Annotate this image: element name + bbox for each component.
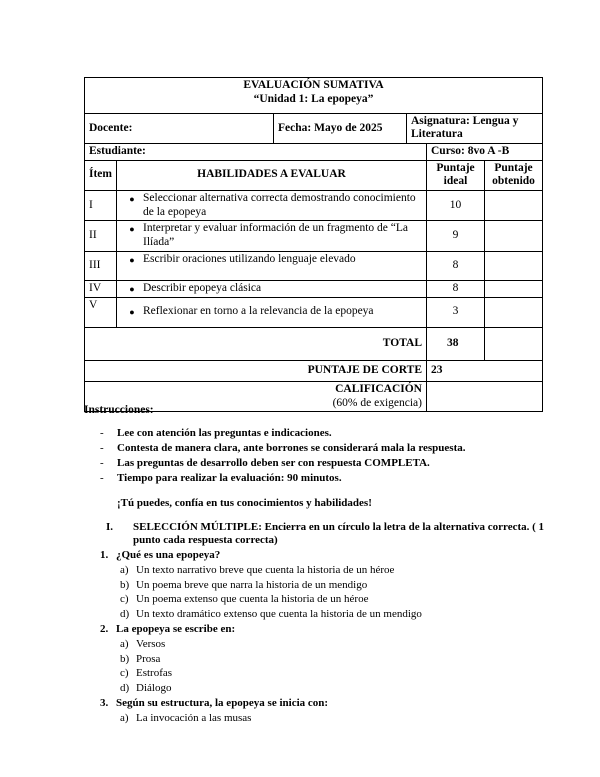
section-number: I.: [106, 520, 114, 533]
calificacion-label: CALIFICACIÓN: [335, 382, 422, 395]
question: 2. La epopeya se escribe en:: [100, 623, 236, 636]
estudiante-label: Estudiante:: [85, 144, 427, 161]
row-item: III: [85, 251, 117, 280]
row-ideal: 3: [427, 297, 485, 327]
option[interactable]: b) Un poema breve que narra la historia de un mendigo: [120, 578, 368, 591]
title-cell: [85, 78, 543, 114]
list-item: - Las preguntas de desarrollo deben ser con respuesta COMPLETA.: [100, 456, 430, 469]
evaluation-title: EVALUACIÓN SUMATIVA: [243, 79, 384, 91]
table-row: [85, 297, 543, 327]
question: 3. Según su estructura, la epopeya se inicia con:: [100, 697, 329, 710]
option[interactable]: c) Un poema extenso que cuenta la historia de un héroe: [120, 593, 369, 606]
row-obtained[interactable]: [485, 280, 543, 297]
motivation-text: ¡Tú puedes, confía en tus conocimientos y habilidades!: [117, 496, 372, 509]
option[interactable]: d) Un texto dramático extenso que cuenta la historia de un mendigo: [120, 607, 422, 620]
bullet-icon: ●: [129, 283, 135, 294]
option[interactable]: a) Versos: [120, 638, 166, 651]
table-row: [85, 190, 543, 221]
instructions-title: Instrucciones:: [84, 404, 154, 416]
row-ideal: 9: [427, 221, 485, 252]
row-obtained[interactable]: [485, 297, 543, 327]
curso-label: Curso: 8vo A -B: [427, 144, 543, 161]
row-item: IV: [85, 280, 117, 297]
option[interactable]: a) La invocación a las musas: [120, 712, 252, 725]
list-item: - Contesta de manera clara, ante borrones se considerará mala la respuesta.: [100, 441, 466, 454]
section-heading: [84, 521, 554, 547]
question: 1. ¿Qué es una epopeya?: [100, 549, 221, 562]
row-skill: Describir epopeya clásica: [143, 281, 262, 294]
row-ideal: 8: [427, 251, 485, 280]
col-obtained-header: Puntaje obtenido: [485, 160, 543, 190]
corte-value: 23: [427, 360, 543, 381]
bullet-icon: ●: [129, 224, 135, 235]
option[interactable]: c) Estrofas: [120, 667, 173, 680]
row-item: II: [85, 221, 117, 252]
total-obtained[interactable]: [485, 327, 543, 360]
col-ideal-header: Puntaje ideal: [427, 160, 485, 190]
row-skill: Escribir oraciones utilizando lenguaje elevado: [143, 252, 356, 265]
row-ideal: 10: [427, 190, 485, 221]
list-item: - Tiempo para realizar la evaluación: 90 minutos.: [100, 471, 342, 484]
bullet-icon: ●: [129, 307, 135, 318]
calificacion-note: (60% de exigencia): [332, 396, 422, 409]
total-label: TOTAL: [85, 327, 427, 360]
col-item-header: Ítem: [85, 160, 117, 190]
col-skills-header: HABILIDADES A EVALUAR: [117, 160, 427, 190]
row-obtained[interactable]: [485, 190, 543, 221]
corte-label: PUNTAJE DE CORTE: [85, 360, 427, 381]
row-obtained[interactable]: [485, 251, 543, 280]
asignatura-label: Asignatura: Lengua y Literatura: [407, 114, 543, 144]
instructions-block: [84, 404, 554, 727]
option[interactable]: b) Prosa: [120, 652, 161, 665]
option[interactable]: a) Un texto narrativo breve que cuenta la historia de un héroe: [120, 564, 395, 577]
table-row: [85, 221, 543, 252]
bullet-icon: ●: [129, 254, 135, 265]
list-item: - Lee con atención las preguntas e indicaciones.: [100, 426, 332, 439]
row-ideal: 8: [427, 280, 485, 297]
option[interactable]: d) Diálogo: [120, 681, 172, 694]
fecha-label: Fecha: Mayo de 2025: [274, 114, 407, 144]
table-row: [85, 251, 543, 280]
row-obtained[interactable]: [485, 221, 543, 252]
bullet-icon: ●: [129, 193, 135, 204]
row-skill: Seleccionar alternativa correcta demostrando conocimiento de la epopeya: [143, 191, 416, 218]
instructions-list: [84, 427, 554, 487]
row-item: V: [85, 297, 117, 327]
section-text: SELECCIÓN MÚLTIPLE: Encierra en un círculo la letra de la alternativa correcta. ( 1 punto cada respuesta correcta): [133, 520, 545, 547]
total-value: 38: [427, 327, 485, 360]
docente-label: Docente:: [85, 114, 274, 144]
row-skill: Interpretar y evaluar información de un fragmento de “La Ilíada”: [143, 222, 409, 249]
unit-subtitle: “Unidad 1: La epopeya”: [253, 92, 374, 105]
table-row: [85, 280, 543, 297]
row-skill: Reflexionar en torno a la relevancia de la epopeya: [143, 305, 374, 318]
row-item: I: [85, 190, 117, 221]
question-list: [84, 549, 554, 727]
evaluation-table: [84, 77, 543, 412]
